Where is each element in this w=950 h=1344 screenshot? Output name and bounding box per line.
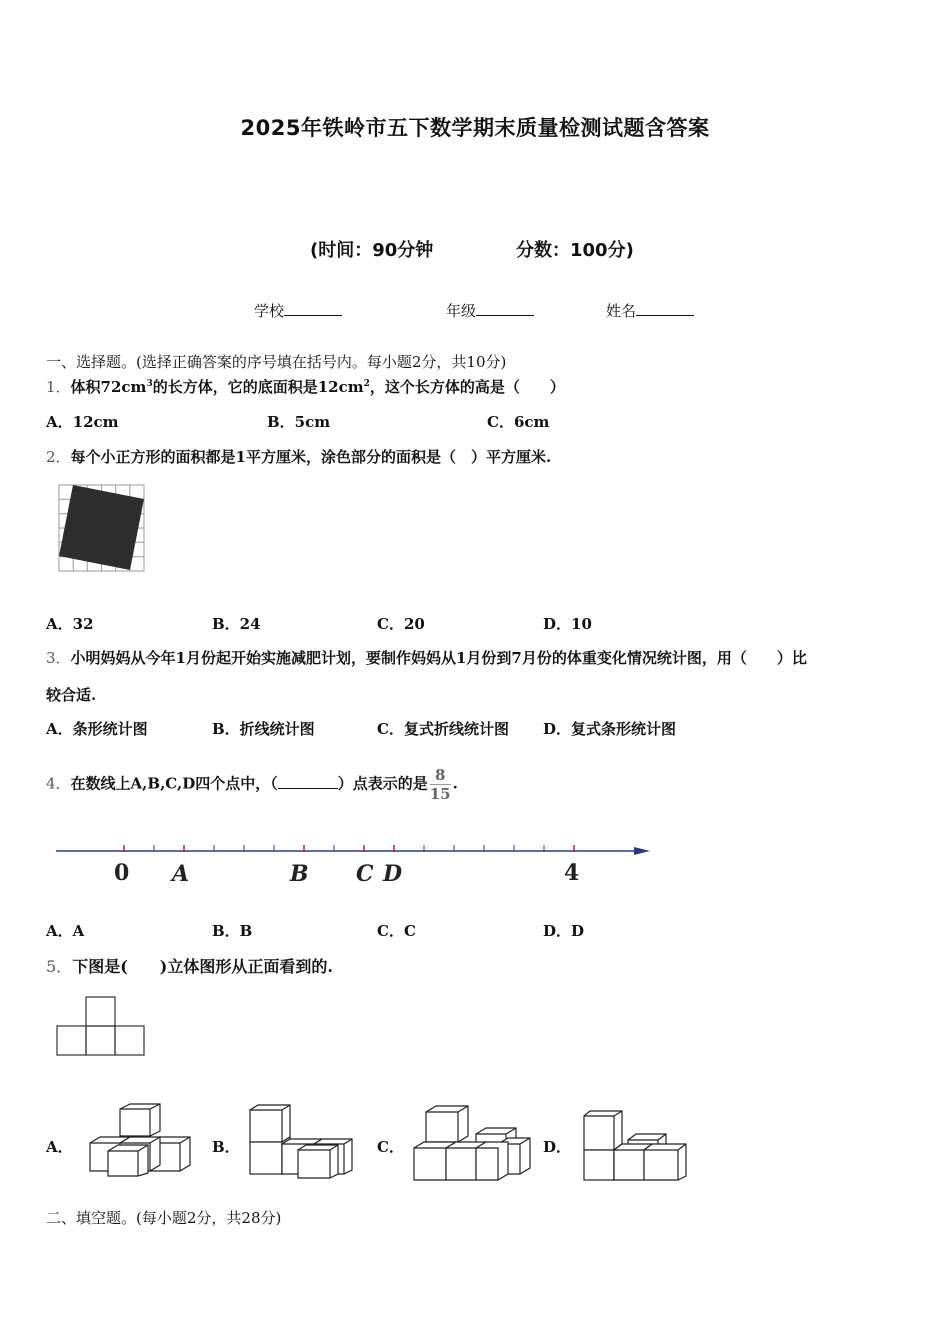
- fraction-denominator: 15: [429, 785, 451, 803]
- q5-option-b: B．: [212, 1138, 240, 1156]
- q4-option-b: B．B: [212, 922, 253, 940]
- q1-option-c: C．6cm: [487, 413, 550, 431]
- q4-option-c: C．C: [377, 922, 416, 940]
- q3-text-line1: 小明妈妈从今年1月份起开始实施减肥计划，要制作妈妈从1月份到7月份的体重变化情况统计图，用（ ）比: [70, 649, 807, 667]
- school-field: [254, 300, 342, 321]
- fraction-numerator: 8: [430, 766, 451, 785]
- q4-option-a: A．A: [46, 922, 85, 940]
- axis-label-c: C: [356, 861, 374, 887]
- section2-heading: 二、填空题。(每小题2分，共28分): [46, 1209, 282, 1227]
- q3-option-c: C．复式折线统计图: [377, 720, 509, 738]
- q1-sup-a: 3: [146, 379, 153, 389]
- q3-option-a: A．条形统计图: [46, 720, 148, 738]
- q2-option-b: B．24: [212, 615, 261, 633]
- school-label: 学校: [254, 302, 285, 320]
- q5-text: 下图是( )立体图形从正面看到的.: [72, 957, 333, 976]
- q1-text-b: 的长方体，它的底面积是12cm: [152, 378, 364, 396]
- question-1: [46, 376, 565, 397]
- q1-option-a: A．12cm: [46, 413, 119, 431]
- exam-time: (时间：90分钟: [310, 240, 434, 261]
- grade-field: [446, 300, 534, 321]
- q5-option-a: A．: [46, 1138, 73, 1156]
- axis-label-b: B: [290, 861, 309, 887]
- axis-label-d: D: [383, 861, 403, 887]
- q5-option-a-cubes: [88, 1103, 194, 1177]
- shaded-square: [59, 485, 144, 570]
- question-number: 4．: [46, 774, 71, 793]
- question-number: 1．: [46, 378, 71, 396]
- q5-option-d-cubes: [582, 1110, 690, 1184]
- question-number: 3．: [46, 649, 71, 667]
- q4-text-c: .: [452, 774, 458, 793]
- axis-label-0: 0: [114, 860, 130, 886]
- q2-option-a: A．32: [46, 615, 94, 633]
- section1-heading: 一、选择题。(选择正确答案的序号填在括号内。每小题2分，共10分): [46, 353, 507, 371]
- grid-figure: [58, 484, 146, 574]
- q1-text-c: ，这个长方体的高是（ ）: [369, 378, 565, 396]
- question-3: [46, 647, 807, 668]
- q2-text: 每个小正方形的面积都是1平方厘米，涂色部分的面积是（ ）平方厘米.: [70, 448, 552, 466]
- q3-option-d: D．复式条形统计图: [543, 720, 677, 738]
- q4-text-a: 在数线上A,B,C,D四个点中，（: [70, 774, 278, 793]
- q5-option-d: D．: [543, 1138, 572, 1156]
- q4-text-b: ）点表示的是: [337, 774, 428, 793]
- q1-sup-b: 2: [363, 379, 370, 389]
- page-title: 2025年铁岭市五下数学期末质量检测试题含答案: [240, 116, 710, 140]
- q2-option-c: C．20: [377, 615, 425, 633]
- grade-label: 年级: [446, 302, 477, 320]
- question-5: [46, 954, 333, 977]
- q2-option-d: D．10: [543, 615, 592, 633]
- q4-option-d: D．D: [543, 922, 585, 940]
- question-number: 2．: [46, 448, 71, 466]
- exam-score: 分数：100分): [516, 240, 634, 261]
- q5-option-c: C．: [377, 1138, 404, 1156]
- q5-option-b-cubes: [248, 1104, 356, 1180]
- q3-option-b: B．折线统计图: [212, 720, 315, 738]
- axis-label-4: 4: [564, 860, 580, 886]
- q3-text-line2: 较合适.: [46, 686, 97, 704]
- name-label: 姓名: [606, 302, 637, 320]
- question-number: 5．: [46, 957, 73, 976]
- question-2: [46, 446, 551, 467]
- axis-label-a: A: [172, 861, 190, 887]
- name-field: [606, 300, 694, 321]
- fraction-8-15: [430, 766, 451, 803]
- q1-option-b: B．5cm: [267, 413, 331, 431]
- q5-option-c-cubes: [412, 1104, 536, 1184]
- front-view-figure: [56, 996, 148, 1058]
- number-line: [50, 838, 660, 890]
- q1-text-a: 体积72cm: [70, 378, 147, 396]
- question-4: [46, 766, 458, 803]
